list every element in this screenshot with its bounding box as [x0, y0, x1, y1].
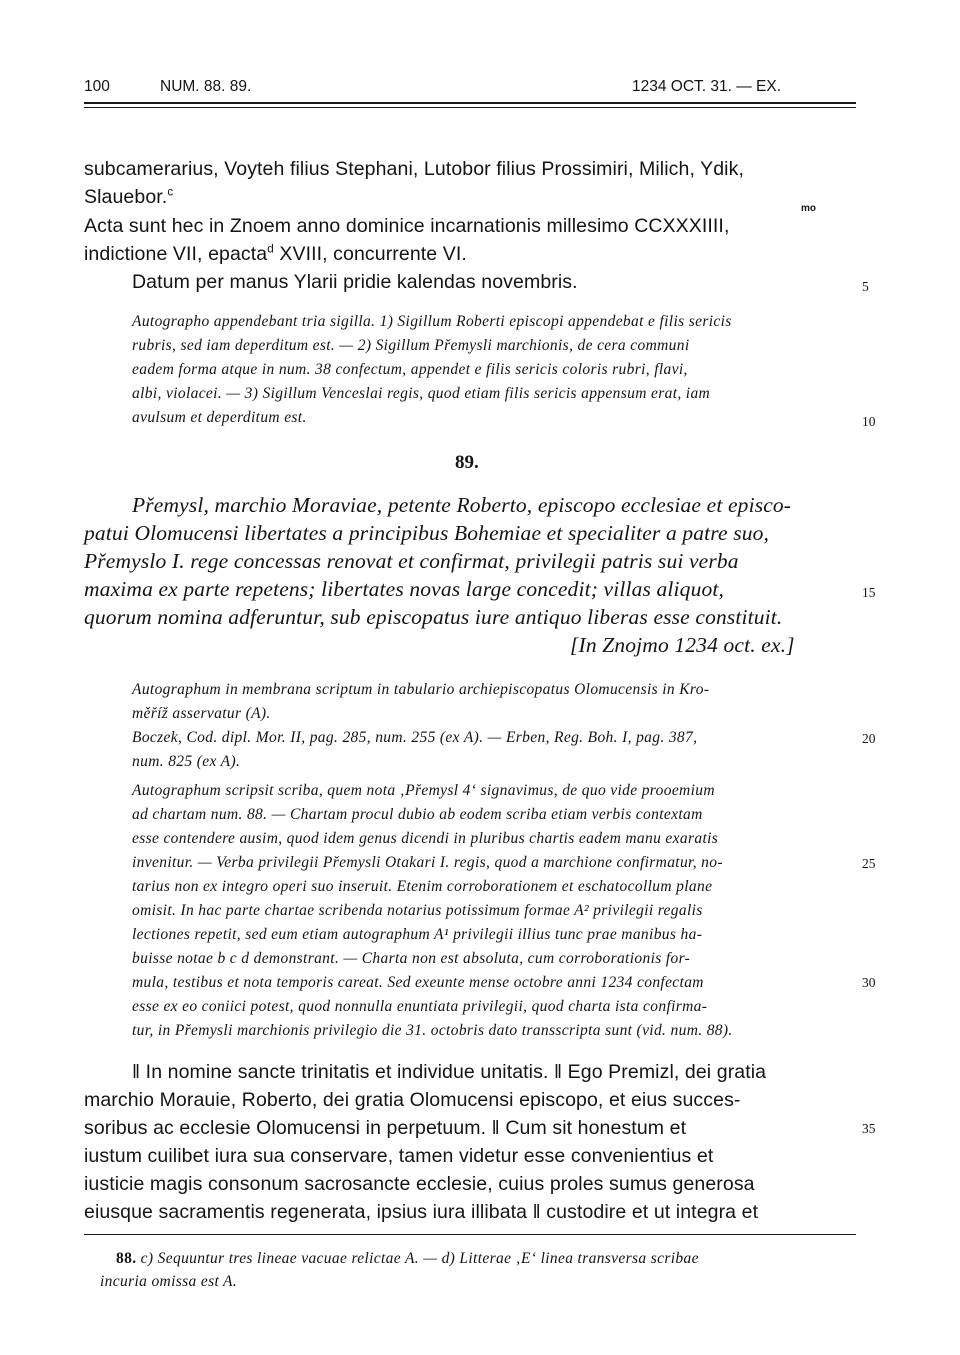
commentary-line: tur, in Přemysli marchionis privilegio die 31. octobris dato transscripta sunt (vid. num. 88).: [132, 1022, 733, 1039]
seal-note-line: albi, violacei. — 3) Sigillum Venceslai regis, quod etiam filis sericis appensum erat, iam: [132, 385, 711, 402]
abbreviation-mark: mo: [801, 203, 816, 214]
footnote-marker-d: d: [267, 242, 274, 256]
doc88-indiction-line: indictione VII, epacta$^d$ XVIII, concurrente VI.: [84, 242, 467, 265]
place-date: [In Znojmo 1234 oct. ex.]: [570, 633, 795, 657]
footnote-rule: [84, 1234, 856, 1235]
line-number: 10: [862, 414, 876, 429]
footnote-doc-number: 88.: [116, 1250, 137, 1267]
seal-note-line: Autographo appendebant tria sigilla. 1) Sigillum Roberti episcopi appendebat e filis sericis: [132, 313, 732, 330]
footnote-marker-c: c: [167, 185, 174, 199]
seal-note-line: rubris, sed iam deperditum est. — 2) Sigillum Přemysli marchionis, de cera communi: [132, 337, 690, 354]
line-number: 20: [862, 731, 876, 746]
commentary-line: tarius non ex integro operi suo inseruit. Etenim corroborationem et eschatocollum plane: [132, 878, 713, 895]
commentary-line: invenitur. — Verba privilegii Přemysli Otakari I. regis, quod a marchione confirmatur, no-: [132, 854, 723, 871]
header-rule-thin: [84, 107, 856, 108]
regest-line: Přemysl, marchio Moraviae, petente Roberto, episcopo ecclesiae et episco-: [132, 493, 792, 517]
source-line: měříž asservatur (A).: [132, 705, 271, 722]
running-header: [84, 78, 856, 100]
commentary-line: Autographum scripsit scriba, quem nota ‚Přemysl 4‘ signavimus, de quo vide prooemium: [132, 782, 715, 799]
regest-line: Přemyslo I. rege concessas renovat et confirmat, privilegii patris sui verba: [84, 549, 739, 573]
line-number: 25: [862, 856, 876, 871]
seal-note-line: avulsum et deperditum est.: [132, 409, 307, 426]
source-line: Boczek, Cod. dipl. Mor. II, pag. 285, num. 255 (ex A). — Erben, Reg. Boh. I, pag. 387,: [132, 729, 698, 746]
doc88-datum-line: Datum per manus Ylarii pridie kalendas novembris.: [132, 271, 578, 293]
commentary-line: lectiones repetit, sed eum etiam autographum A¹ privilegii illius tunc prae manibus ha-: [132, 926, 703, 943]
commentary-line: ad chartam num. 88. — Chartam procul dubio ab eodem scriba etiam verbis contextam: [132, 806, 703, 823]
doc88-witness-end: Slauebor.$^c$: [84, 185, 174, 208]
commentary-line: buisse notae b c d demonstrant. — Charta non est absoluta, cum corroborationis for-: [132, 950, 691, 967]
doc88-witness-line: subcamerarius, Voyteh filius Stephani, Lutobor filius Prossimiri, Milich, Ydik,: [84, 158, 744, 180]
source-line: Autographum in membrana scriptum in tabulario archiepiscopatus Olomucensis in Kro-: [132, 681, 710, 698]
regest-line: patui Olomucensi libertates a principibus Bohemiae et specialiter a patre suo,: [84, 521, 770, 545]
charter-line: soribus ac ecclesie Olomucensi in perpetuum. ‖ Cum sit honestum et: [84, 1117, 687, 1139]
line-number: 30: [862, 975, 876, 990]
date-range: 1234 OCT. 31. — EX.: [632, 78, 782, 95]
seal-note-line: eadem forma atque in num. 38 confectum, appendet e filis sericis coloris rubri, flavi,: [132, 361, 688, 378]
header-rule: [84, 102, 856, 104]
regest-line: maxima ex parte repetens; libertates novas large concedit; villas aliquot,: [84, 577, 725, 601]
page-number: 100: [84, 78, 110, 95]
charter-line: marchio Morauie, Roberto, dei gratia Olomucensi episcopo, et eius succes-: [84, 1089, 741, 1111]
source-line: num. 825 (ex A).: [132, 753, 241, 770]
commentary-line: esse ex eo coniici potest, quod nonnulla enuntiata privilegii, quod charta ista confirma-: [132, 998, 708, 1015]
line-number: 15: [862, 585, 876, 600]
document-number: 89.: [455, 452, 479, 473]
commentary-line: esse contendere ausim, quod idem genus dicendi in pluribus chartis eadem manu exaratis: [132, 830, 719, 847]
charter-line: iustum cuilibet iura sua conservare, tamen videtur esse convenientius et: [84, 1145, 714, 1167]
footnote-line: 88. c) Sequuntur tres lineae vacuae relictae A. — d) Litterae ‚E‘ linea transversa scribae: [116, 1250, 699, 1267]
charter-line: iusticie magis consonum sacrosancte ecclesie, cuius proles sumus generosa: [84, 1173, 755, 1195]
doc88-acta-line: Acta sunt hec in Znoem anno dominice incarnationis millesimo CCXXXIIII,: [84, 215, 730, 237]
commentary-line: mula, testibus et nota temporis careat. Sed exeunte mense octobre anni 1234 confectam: [132, 974, 704, 991]
document-numbers: NUM. 88. 89.: [160, 78, 252, 95]
charter-line: ‖ In nomine sancte trinitatis et individue unitatis. ‖ Ego Premizl, dei gratia: [132, 1061, 767, 1083]
regest-line: quorum nomina adferuntur, sub episcopatus iure antiquo liberas esse constituit.: [84, 605, 783, 629]
charter-line: eiusque sacramentis regenerata, ipsius iura illibata ‖ custodire et ut integra et: [84, 1201, 759, 1223]
line-number: 5: [862, 279, 869, 294]
footnote-line: incuria omissa est A.: [100, 1273, 238, 1290]
commentary-line: omisit. In hac parte chartae scribenda notarius potissimum formae A² privilegii regalis: [132, 902, 703, 919]
line-number: 35: [862, 1121, 876, 1136]
